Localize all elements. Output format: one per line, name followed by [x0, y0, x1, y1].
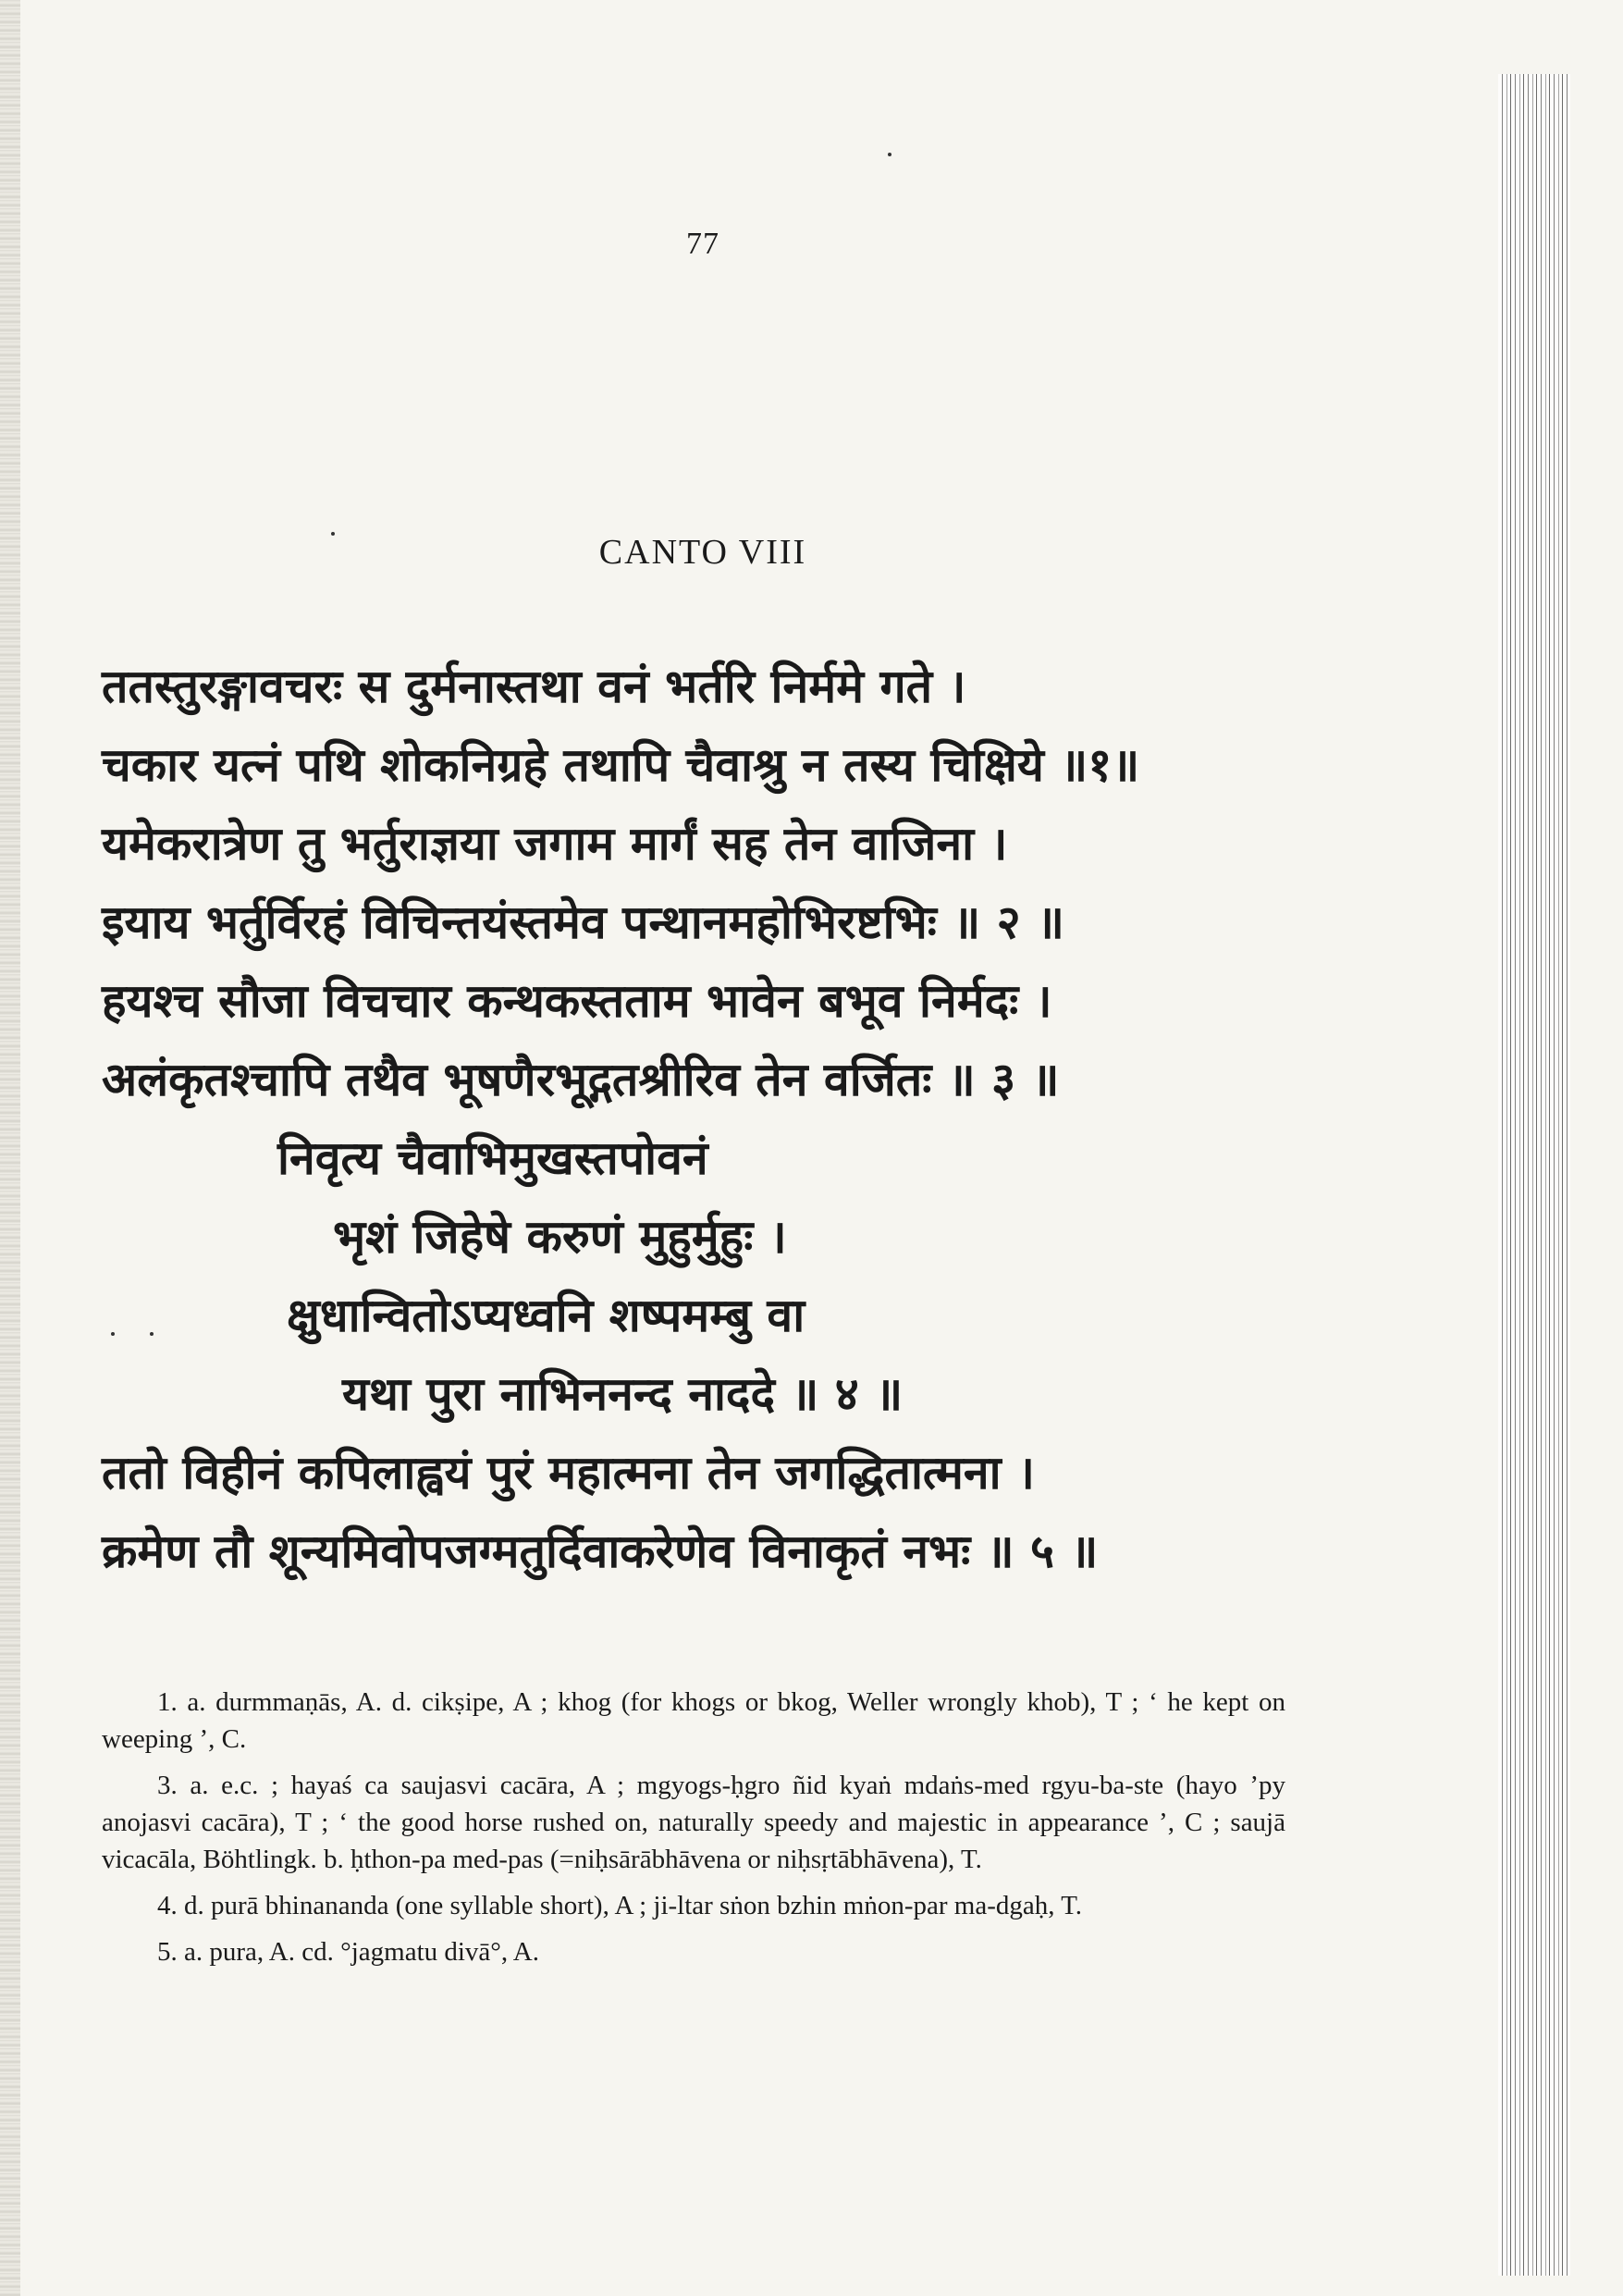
verse-line: ततस्तुरङ्गावचरः स दुर्मनास्तथा वनं भर्तरि निर्ममे गते ।	[102, 660, 966, 713]
page-number: 77	[686, 227, 719, 261]
verse-line: हयश्च सौजा विचचार कन्थकस्तताम भावेन बभूव निर्मदः ।	[102, 974, 1052, 1028]
verse-line: भृशं जिहेषे करुणं मुहुर्मुहुः ।	[333, 1210, 787, 1264]
scan-speck	[331, 532, 335, 536]
verse-line: क्षुधान्वितोऽप्यध्वनि शष्पमम्बु वा	[287, 1289, 805, 1342]
footnotes	[102, 1684, 1285, 1980]
verse-line: ततो विहीनं कपिलाह्वयं पुरं महात्मना तेन जगद्धितात्मना ।	[102, 1446, 1035, 1500]
verse-line: यमेकरात्रेण तु भर्तुराज्ञया जगाम मार्गं सह तेन वाजिना ।	[102, 817, 1008, 870]
verse-line: यथा पुरा नाभिननन्द नाददे ॥ ४ ॥	[342, 1367, 904, 1421]
scan-speck	[888, 153, 891, 156]
verse-line: इयाय भर्तुर्विरहं विचिन्तयंस्तमेव पन्थानमहोभिरष्टभिः ॥ २ ॥	[102, 895, 1064, 949]
footnote: 1. a. durmmaṇās, A. d. cikṣipe, A ; khog (for khogs or bkog, Weller wrongly khob), T ; ‘ he kept on weeping ’, C.	[102, 1687, 1285, 1754]
canto-title: CANTO VIII	[598, 533, 807, 572]
verse-line: चकार यत्नं पथि शोकनिग्रहे तथापि चैवाश्रु न तस्य चिक्षिये ॥१॥	[102, 738, 1140, 792]
footnote: 4. d. purā bhinananda (one syllable short), A ; ji-ltar sṅon bzhin mṅon-par ma-dgaḥ, T.	[157, 1891, 1083, 1920]
verse-block	[102, 648, 1322, 1591]
scan-speck	[111, 1332, 115, 1336]
verse-line: निवृत्य चैवाभिमुखस्तपोवनं	[277, 1131, 708, 1185]
footnote: 3. a. e.c. ; hayaś ca saujasvi cacāra, A ; mgyogs-ḥgro ñid kyaṅ mdaṅs-med rgyu-ba-ste (hayo ’py anojasvi cacāra), T ; ‘ the good horse rushed on, naturally speedy and majestic in appearance ’, C ; saujā vicacāla, Böhtlingk. b. ḥthon-pa med-pas (=niḥsārābhāvena or niḥsṛtābhāvena), T.	[102, 1771, 1285, 1874]
scan-speck	[150, 1332, 154, 1336]
scan-left-edge	[0, 0, 20, 2296]
verse-line: अलंकृतश्चापि तथैव भूषणैरभूद्गतश्रीरिव तेन वर्जितः ॥ ३ ॥	[102, 1053, 1060, 1106]
verse-line: क्रमेण तौ शून्यमिवोपजग्मतुर्दिवाकरेणेव विनाकृतं नभः ॥ ५ ॥	[102, 1524, 1099, 1578]
scan-binding-edge	[1498, 74, 1570, 2276]
footnote: 5. a. pura, A. cd. °jagmatu divā°, A.	[157, 1937, 539, 1967]
